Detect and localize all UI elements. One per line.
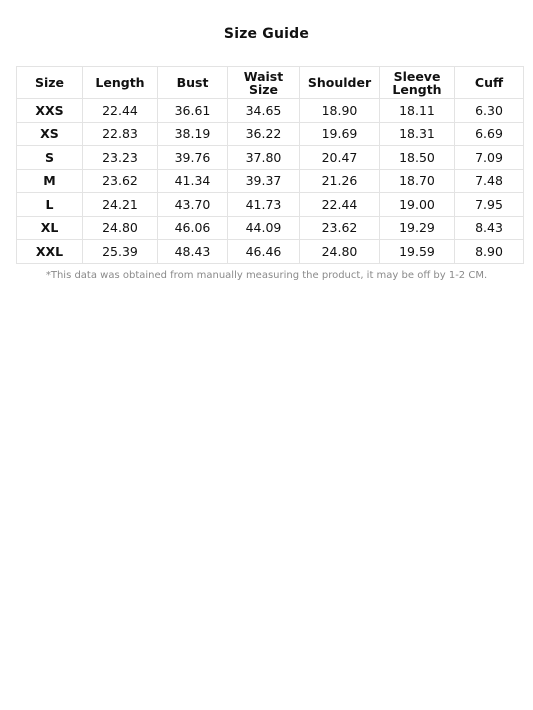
- sleeve-length-cell: 18.50: [380, 146, 455, 170]
- bust-cell: 43.70: [158, 193, 228, 217]
- waist-cell: 36.22: [228, 122, 300, 146]
- waist-cell: 46.46: [228, 240, 300, 264]
- bust-cell: 38.19: [158, 122, 228, 146]
- sleeve-length-cell: 19.00: [380, 193, 455, 217]
- sleeve-length-cell: 18.70: [380, 169, 455, 193]
- waist-cell: 44.09: [228, 216, 300, 240]
- waist-cell: 34.65: [228, 99, 300, 123]
- length-cell: 23.23: [83, 146, 158, 170]
- table-row: [17, 216, 524, 240]
- bust-cell: 41.34: [158, 169, 228, 193]
- table-header-row: [17, 67, 524, 99]
- size-cell: L: [17, 193, 83, 217]
- cuff-cell: 8.90: [455, 240, 524, 264]
- size-cell: XXS: [17, 99, 83, 123]
- shoulder-cell: 23.62: [300, 216, 380, 240]
- bust-cell: 36.61: [158, 99, 228, 123]
- header-sleeve-length: Sleeve Length: [380, 67, 455, 99]
- table-row: [17, 122, 524, 146]
- size-cell: XL: [17, 216, 83, 240]
- length-cell: 22.83: [83, 122, 158, 146]
- shoulder-cell: 18.90: [300, 99, 380, 123]
- table-row: [17, 146, 524, 170]
- header-bust: Bust: [158, 67, 228, 99]
- size-cell: XXL: [17, 240, 83, 264]
- bust-cell: 46.06: [158, 216, 228, 240]
- length-cell: 24.80: [83, 216, 158, 240]
- cuff-cell: 7.48: [455, 169, 524, 193]
- cuff-cell: 7.09: [455, 146, 524, 170]
- waist-cell: 39.37: [228, 169, 300, 193]
- length-cell: 23.62: [83, 169, 158, 193]
- cuff-cell: 7.95: [455, 193, 524, 217]
- measurement-footnote: *This data was obtained from manually measuring the product, it may be off by 1-2 CM.: [45, 270, 488, 281]
- cuff-cell: 8.43: [455, 216, 524, 240]
- bust-cell: 48.43: [158, 240, 228, 264]
- bust-cell: 39.76: [158, 146, 228, 170]
- shoulder-cell: 20.47: [300, 146, 380, 170]
- sleeve-length-cell: 19.59: [380, 240, 455, 264]
- sleeve-length-cell: 18.11: [380, 99, 455, 123]
- size-cell: S: [17, 146, 83, 170]
- cuff-cell: 6.30: [455, 99, 524, 123]
- table-row: [17, 99, 524, 123]
- length-cell: 24.21: [83, 193, 158, 217]
- size-cell: XS: [17, 122, 83, 146]
- waist-cell: 37.80: [228, 146, 300, 170]
- page-title: Size Guide: [223, 26, 310, 42]
- size-table: [16, 66, 524, 264]
- header-cuff: Cuff: [455, 67, 524, 99]
- header-waist-size: Waist Size: [228, 67, 300, 99]
- shoulder-cell: 19.69: [300, 122, 380, 146]
- table-row: [17, 240, 524, 264]
- shoulder-cell: 24.80: [300, 240, 380, 264]
- size-cell: M: [17, 169, 83, 193]
- header-shoulder: Shoulder: [300, 67, 380, 99]
- cuff-cell: 6.69: [455, 122, 524, 146]
- header-length: Length: [83, 67, 158, 99]
- header-size: Size: [17, 67, 83, 99]
- waist-cell: 41.73: [228, 193, 300, 217]
- sleeve-length-cell: 18.31: [380, 122, 455, 146]
- table-row: [17, 193, 524, 217]
- table-row: [17, 169, 524, 193]
- shoulder-cell: 22.44: [300, 193, 380, 217]
- length-cell: 22.44: [83, 99, 158, 123]
- shoulder-cell: 21.26: [300, 169, 380, 193]
- length-cell: 25.39: [83, 240, 158, 264]
- sleeve-length-cell: 19.29: [380, 216, 455, 240]
